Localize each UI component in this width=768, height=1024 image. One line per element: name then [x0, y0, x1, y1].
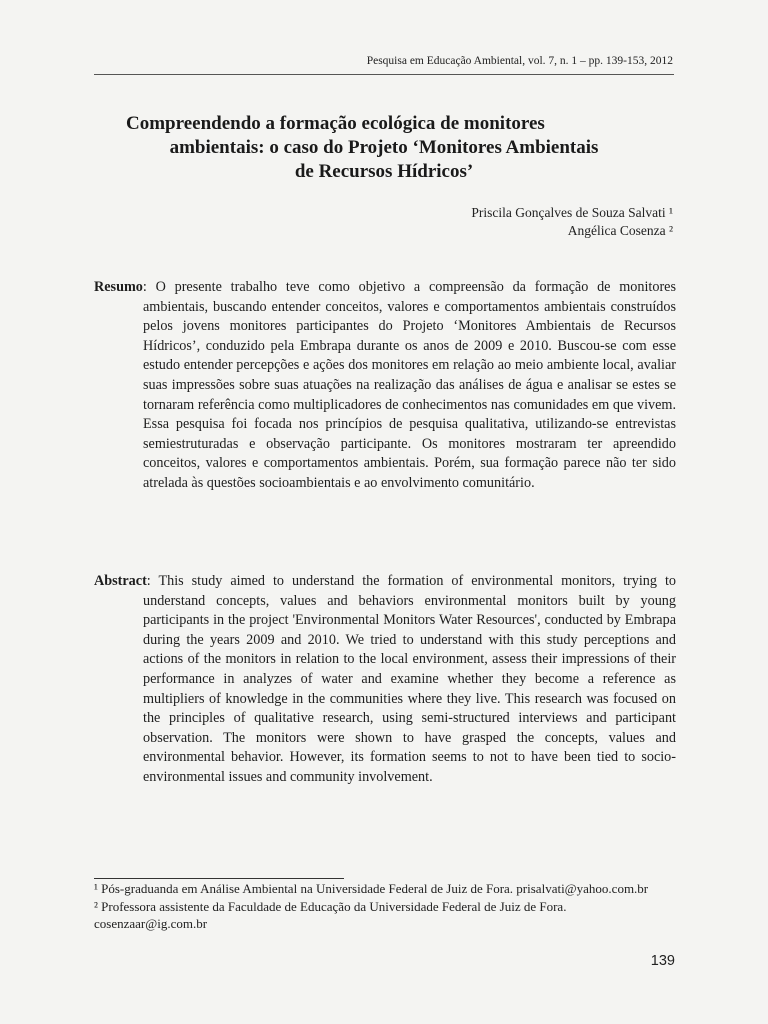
abstract-text: : This study aimed to understand the formation of environmental monitors, trying to understand concepts, values and behaviors environmental monitors built by young participants in the project 'Environmental Monitors Water Resources', conducted by Embrapa during the years 2009 and 2010. We tried to understand with this study perceptions and actions of the monitors in relation to the local environment, assess their impressions of their performance in analyzes of water and examine whether they become a reference as multipliers of knowledge in the communities where they live. This research was focused on the principles of qualitative research, using semi-structured interviews and participant observation. The monitors were shown to have grasped the concepts, values and environmental behavior. However, its formation seems to not to have been tied to socio-environmental issues and community involvement.: [143, 573, 676, 785]
author-1: Priscila Gonçalves de Souza Salvati ¹: [471, 205, 673, 220]
resumo-paragraph: [94, 278, 676, 494]
resumo-label: Resumo: [94, 279, 143, 295]
title-line-2: ambientais: o caso do Projeto ‘Monitores Ambientais: [169, 137, 599, 158]
footnotes: [94, 880, 674, 933]
title-line-3: de Recursos Hídricos’: [294, 161, 474, 182]
resumo-text: : O presente trabalho teve como objetivo a compreensão da formação de monitores ambientais, buscando entender conceitos, valores e comportamentos ambientais construídos pelos jovens monitores participantes do Projeto ‘Monitores Ambientais de Recursos Hídricos’, conduzido pela Embrapa durante os anos de 2009 e 2010. Buscou-se com esse estudo entender percepções e ações dos monitores em relação ao meio ambiente local, avaliar suas impressões sobre suas atuações na realização das análises de água e analisar se estes se tornaram referência como multiplicadores de conhecimentos nas comunidades em que vivem. Essa pesquisa foi focada nos princípios de pesquisa qualitativa, utilizando-se entrevistas semiestruturadas e observação participante. Os monitores mostraram ter apreendido conceitos, valores e comportamentos ambientais. Porém, sua formação parece não ter sido atrelada às questões socioambientais e ao envolvimento comunitário.: [142, 279, 676, 491]
article-title: [94, 112, 674, 184]
abstract-paragraph: [94, 572, 676, 788]
author-2: Angélica Cosenza ²: [567, 223, 673, 238]
header-rule: [94, 74, 674, 75]
footnote-1: ¹ Pós-graduanda em Análise Ambiental na Universidade Federal de Juiz de Fora. prisalvati@yahoo.com.br: [94, 881, 649, 896]
author-list: [471, 204, 673, 240]
title-line-1: Compreendendo a formação ecológica de monitores: [126, 113, 545, 134]
page-number: 139: [650, 953, 675, 969]
running-head: Pesquisa em Educação Ambiental, vol. 7, n. 1 – pp. 139-153, 2012: [366, 55, 673, 67]
footnote-2: ² Professora assistente da Faculdade de Educação da Universidade Federal de Juiz de Fora. cosenzaar@ig.com.br: [94, 898, 567, 931]
footnote-rule: [94, 878, 344, 879]
abstract-label: Abstract: [94, 573, 147, 589]
